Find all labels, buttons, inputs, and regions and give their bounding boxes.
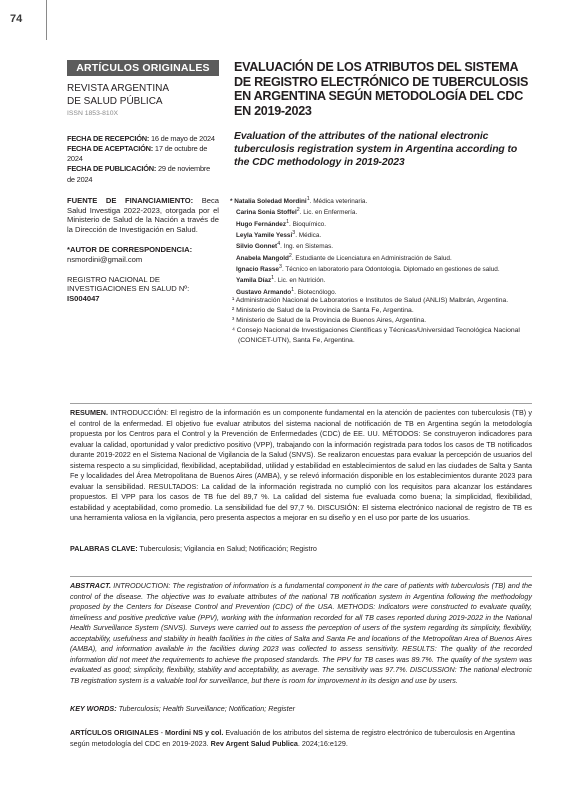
resumen-label: RESUMEN.	[70, 408, 108, 417]
keywords-spanish	[70, 544, 532, 553]
abstract	[70, 576, 532, 686]
author-sup: 1	[271, 275, 275, 282]
title-block	[234, 60, 534, 169]
author-role: . Lic. en Enfermería.	[299, 209, 358, 217]
keywords-english-label: KEY WORDS:	[70, 704, 117, 713]
page-number-box	[0, 0, 47, 40]
funding	[67, 196, 219, 235]
author-sup: 3	[278, 263, 282, 270]
author-item	[230, 229, 530, 240]
author-item	[230, 263, 530, 274]
author-sup: 4	[277, 241, 281, 248]
corresponding-author-label: *AUTOR DE CORRESPONDENCIA:	[67, 245, 193, 254]
keywords-spanish-text: Tuberculosis; Vigilancia en Salud; Notificación; Registro	[137, 544, 317, 553]
author-sup: 1	[291, 286, 295, 293]
registry-id: IS004047	[67, 294, 100, 304]
resumen-text: INTRODUCCIÓN: El registro de la información es un componente fundamental en la atención de pacientes con tuberculosis (TB) y el control de la enfermedad. El objetivo fue evaluar atributos del sistema nacional de notificación de TB en Argentina según la metodología propuesta por los Centros para el Control y la Prevención de Enfermedades (CDC) de EE. UU. MÉTODOS: Se construyeron indicadores para evaluar la calidad, oportunidad y valor predictivo positivo (VPP), trabajando con la información registrada para todos los casos de TB notificados durante 2019-2022 en el Sistema Nacional de Vigilancia de la Salud (SNVS). Se realizaron encuestas para evaluar la percepción de usuarios del sistema respecto a su simplicidad, flexibilidad, aceptabilidad, utilidad y estabilidad en establecimientos de salud en las ciudades de Salta y Santa Fe y localidades del Área Metropolitana de Buenos Aires (AMBA), y se relevó información disponible en los establecimientos durante 2023 para evaluar la sensibilidad. RESULTADOS: La calidad de la información registrada no cumplió con los requisitos para alcanzar los estándares propuestos. El VPP para los casos de TB fue del 89,7 %. La calidad del sistema fue evaluada como buena; la simplicidad, flexibilidad, estabilidad y aceptabilidad, como promedio. La sensibilidad fue del 97,7 %. DISCUSIÓN: El sistema electrónico nacional de registro de TB es una herramienta valiosa en la vigilancia, pero presenta aspectos a mejorar en su diseño y en el uso por parte de los usuarios.	[70, 408, 532, 522]
affiliation-item: ³ Ministerio de Salud de la Provincia de Buenos Aires, Argentina.	[232, 317, 427, 324]
author-name: Anabela Mangold	[236, 254, 289, 262]
date-received-label: FECHA DE RECEPCIÓN:	[67, 133, 150, 143]
citation-text: Evaluación de los atributos del sistema de registro electrónico de tuberculosis en Argentina según metodología del CDC en 2019-2023.	[70, 728, 516, 748]
author-sup: 2	[296, 207, 300, 214]
citation-tail: . 2024;16:e129.	[297, 738, 348, 748]
author-name: Ignacio Rasse	[236, 266, 279, 274]
author-item	[230, 218, 530, 229]
author-sup: 1	[306, 196, 310, 202]
issn: ISSN 1853-810X	[67, 110, 119, 117]
author-item	[230, 252, 530, 263]
keywords-english-text: Tuberculosis; Health Surveillance; Notification; Register	[116, 704, 296, 713]
date-received	[67, 134, 219, 144]
citation-authors: Mordini NS y col.	[165, 728, 224, 737]
author-item	[230, 206, 530, 217]
author-name: Yamila Díaz	[236, 277, 272, 285]
author-item	[230, 195, 530, 206]
affiliations	[232, 296, 532, 346]
funding-label: FUENTE DE FINANCIAMIENTO:	[67, 195, 194, 205]
date-accepted	[67, 144, 219, 164]
author-role: . Lic. en Nutrición.	[274, 277, 326, 285]
author-name: Gustavo Armando	[236, 288, 292, 296]
date-received-value: 16 de mayo de 2024	[149, 133, 215, 143]
author-role: . Bioquímico.	[289, 220, 326, 228]
page-number: 74	[10, 13, 23, 25]
article-dates	[67, 134, 219, 185]
corresponding-author-email[interactable]: nsmordini@gmail.com	[67, 254, 143, 264]
article-sidebar	[67, 60, 219, 304]
keywords-english	[70, 704, 532, 713]
resumen	[70, 403, 532, 524]
author-name: Leyla Yamile Yessi	[236, 232, 293, 240]
journal-name-line1: REVISTA ARGENTINA	[67, 83, 170, 94]
author-role: . Biotecnólogo.	[294, 288, 337, 296]
journal-name-line2: DE SALUD PÚBLICA	[67, 95, 163, 107]
author-role: . Médica veterinaria.	[309, 198, 368, 206]
author-sup: 3	[292, 229, 296, 236]
author-sup: 1	[286, 218, 290, 225]
citation	[70, 728, 532, 749]
abstract-text: INTRODUCTION: The registration of information is a fundamental component in the care of patients with tuberculosis (TB) and the control of the disease. The objective was to evaluate attributes of the national TB notification system in Argentina following the methodology proposed by the Centers for Disease Control and Prevention (CDC) of the USA. METHODS: Indicators were constructed to evaluate quality, timeliness and positive predictive value (PPV), working with the information recorded for all TB cases reported during 2019-2022 in the National Health Surveillance System (SNVS). Surveys were carried out to assess the perception of users of the system regarding its simplicity, flexibility, acceptability, usefulness and stability in health facilities in the cities of Salta and Santa Fe and locations of the Metropolitan Area of Buenos Aires (AMBA), and information available in the facilities during 2023 was collected to assess sensitivity. RESULTS: The quality of the recorded information did not meet the requirements to achieve the proposed standards. The PPV for TB cases was 89.7%. The quality of the system was evaluated as good; simplicity, flexibility, stability and acceptability, as average. The sensitivity was 97.7%. DISCUSSION: The national electronic TB registration system is a valuable tool for surveillance, but there is room for improvement in its design and use by users.	[70, 581, 532, 685]
citation-journal: Rev Argent Salud Publica	[210, 738, 298, 748]
date-published	[67, 164, 219, 184]
funding-text: Beca Salud Investiga 2022-2023, otorgada por el Ministerio de Salud de la Nación a través de la Dirección de Investigación en Salud.	[67, 195, 220, 235]
affiliation-item: ² Ministerio de Salud de la Provincia de Santa Fe, Argentina.	[232, 307, 414, 314]
author-name: Silvio Gonnet	[236, 243, 278, 251]
title-spanish: EVALUACIÓN DE LOS ATRIBUTOS DEL SISTEMA DE REGISTRO ELECTRÓNICO DE TUBERCULOSIS EN ARGENTINA SEGÚN METODOLOGÍA DEL CDC EN 2019-2023	[234, 60, 529, 118]
author-item	[230, 240, 530, 251]
keywords-spanish-label: PALABRAS CLAVE:	[70, 544, 138, 553]
citation-sep: -	[158, 728, 166, 737]
author-role: . Ing. en Sistemas.	[280, 243, 334, 251]
author-name: Natalia Soledad Mordini	[234, 198, 307, 206]
affiliation-item: ⁴ Consejo Nacional de Investigaciones Científicas y Técnicas/Universidad Tecnológica Nacional (CONICET-UTN), Santa Fe, Argentina.	[232, 327, 520, 344]
author-name: Hugo Fernández	[236, 220, 287, 228]
registry-label: REGISTRO NACIONAL DE INVESTIGACIONES EN SALUD Nº:	[67, 274, 190, 294]
author-name: Carina Sonia Stoffel	[236, 209, 297, 217]
date-published-label: FECHA DE PUBLICACIÓN:	[67, 164, 157, 174]
author-sup: 2	[288, 252, 292, 259]
date-accepted-label: FECHA DE ACEPTACIÓN:	[67, 144, 154, 153]
author-star: *	[230, 198, 235, 206]
date-accepted-value: 17 de octubre de 2024	[67, 144, 208, 164]
corresponding-author	[67, 245, 219, 265]
author-role: . Técnico en laboratorio para Odontología. Diplomado en gestiones de salud.	[281, 266, 500, 274]
citation-tag: ARTÍCULOS ORIGINALES	[70, 728, 159, 737]
author-list	[230, 195, 530, 297]
author-role: . Médica.	[295, 232, 322, 240]
date-published-value: 29 de noviembre de 2024	[67, 164, 211, 184]
journal-name	[67, 83, 219, 108]
affiliation-item: ¹ Administración Nacional de Laboratorios e Institutos de Salud (ANLIS) Malbrán, Argentina.	[232, 297, 509, 304]
registry	[67, 275, 219, 304]
author-item	[230, 274, 530, 285]
section-tag: ARTÍCULOS ORIGINALES	[67, 60, 219, 76]
abstract-label: ABSTRACT.	[70, 581, 111, 590]
author-role: . Estudiante de Licenciatura en Administración de Salud.	[291, 254, 452, 262]
title-english: Evaluation of the attributes of the national electronic tuberculosis registration system in Argentina according to the CDC methodology in 2019-2023	[234, 131, 518, 169]
